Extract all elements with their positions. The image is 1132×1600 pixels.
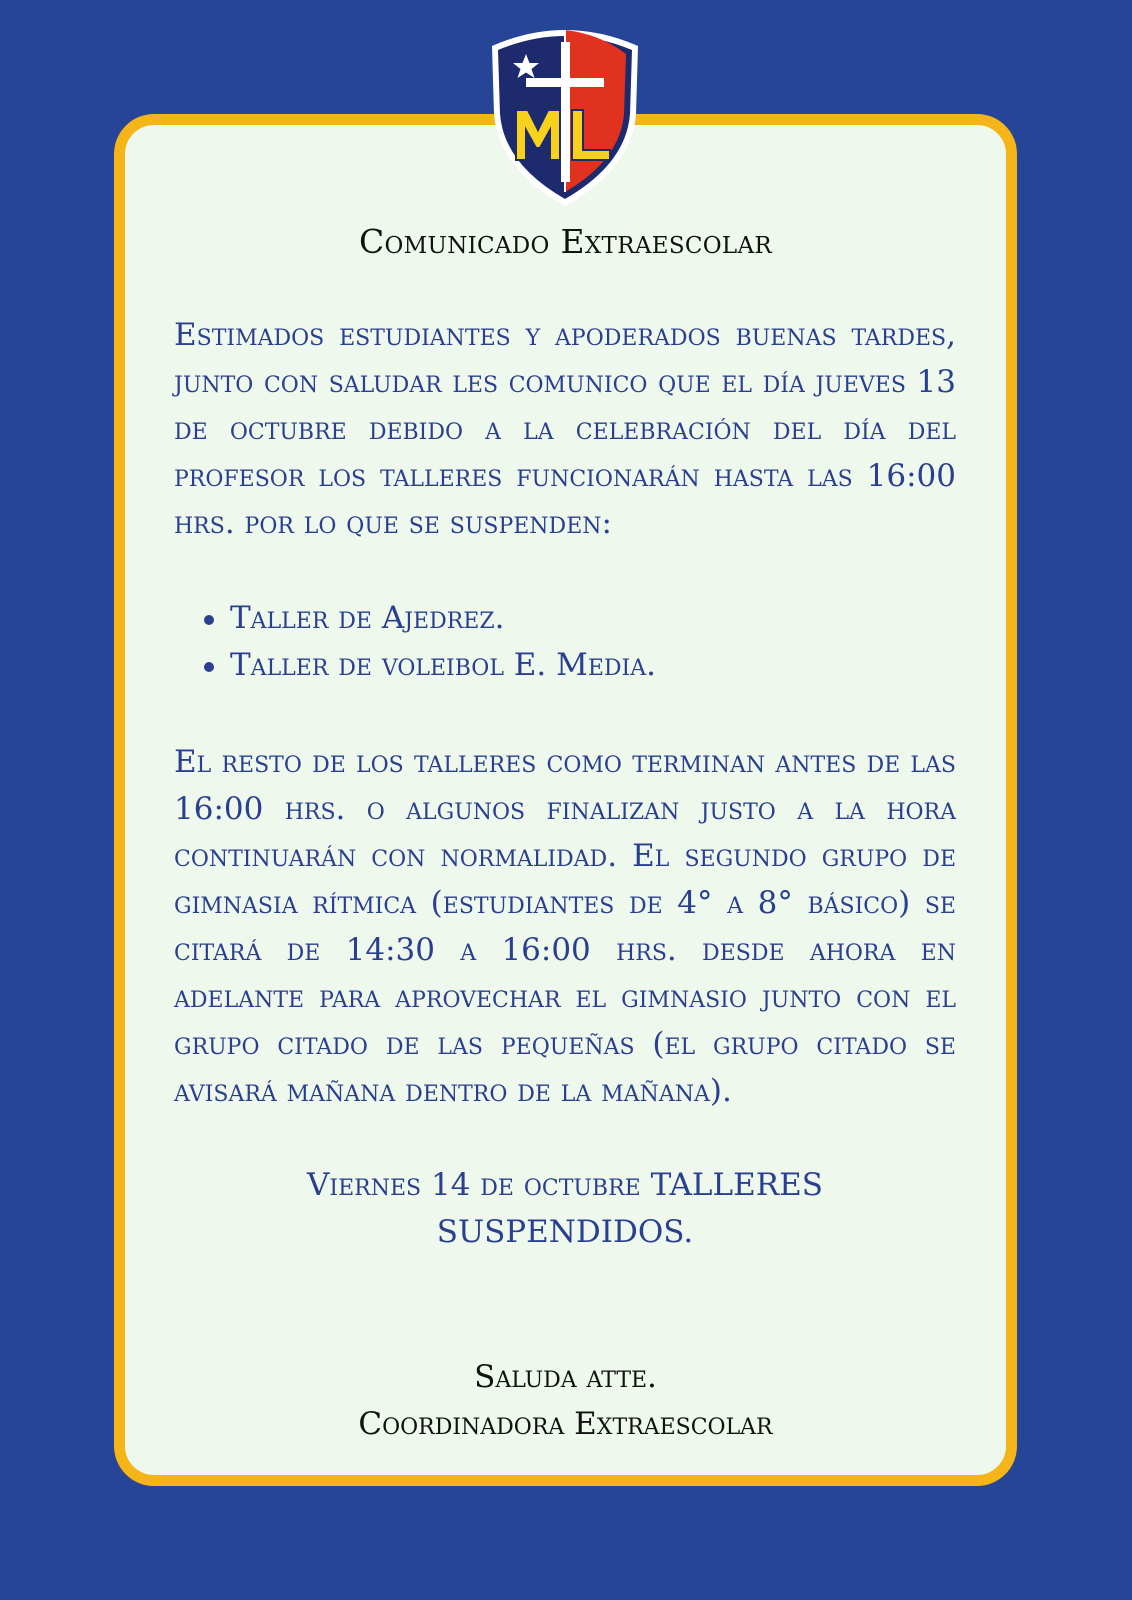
intro-paragraph: Estimados estudiantes y apoderados buenas tardes, junto con saludar les comunico que el día jueves 13 de octubre debido a la celebración del día del profesor los talleres funcionarán hasta las 16:00 hrs. por lo que se suspenden: bbox=[174, 317, 956, 541]
signer-title: Coordinadora Extraescolar bbox=[358, 1406, 773, 1442]
school-crest-logo bbox=[486, 18, 644, 208]
notice-body bbox=[174, 312, 956, 1256]
suspended-workshops-list bbox=[174, 595, 956, 689]
list-item: Taller de voleibol E. Media. bbox=[230, 642, 956, 689]
details-paragraph: El resto de los talleres como terminan antes de las 16:00 hrs. o algunos finalizan justo a la hora continuarán con normalidad. El segundo grupo de gimnasia rítmica (estudiantes de 4° a 8° básico) se citará de 14:30 a 16:00 hrs. desde ahora en adelante para aprovechar el gimnasio junto con el grupo citado de las pequeñas (el grupo citado se avisará mañana dentro de la mañana). bbox=[174, 744, 956, 1109]
page-title: Comunicado Extraescolar bbox=[358, 222, 773, 261]
signature-block bbox=[114, 1354, 1017, 1448]
closing-greeting: Saluda atte. bbox=[474, 1359, 657, 1395]
friday-notice: Viernes 14 de octubre TALLERES SUSPENDIDOS. bbox=[307, 1167, 823, 1250]
list-item: Taller de Ajedrez. bbox=[230, 595, 956, 642]
